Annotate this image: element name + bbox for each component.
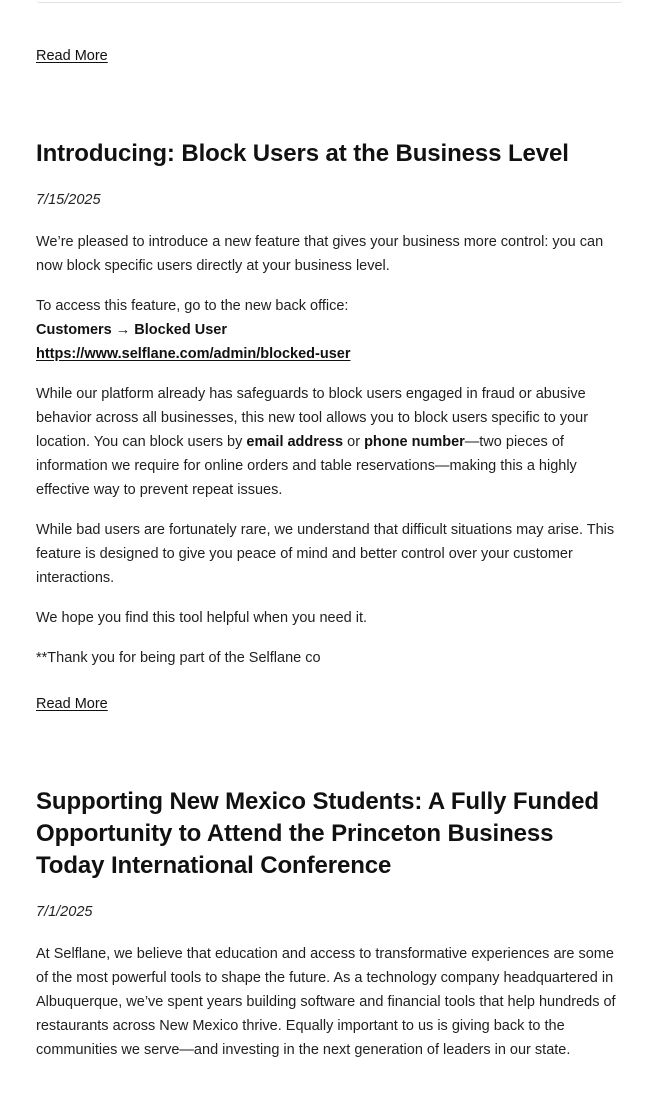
post-paragraph (36, 382, 621, 502)
post-date: 7/1/2025 (36, 904, 93, 920)
post-paragraph: We’re pleased to introduce a new feature that gives your business more control: you can now block specific users directly at your business level. (36, 234, 604, 274)
paragraph-text: or (343, 434, 365, 450)
post-paragraph: We hope you find this tool helpful when you need it. (36, 610, 368, 626)
phone-number-emphasis: phone number (364, 434, 465, 450)
back-office-path: Customers → Blocked User (36, 322, 227, 338)
blog-post (36, 786, 621, 1062)
previous-post-card-edge (36, 0, 623, 3)
paragraph-text: —two pieces of information we require for online orders and table reservations—making this a highly effective way to prevent repeat issues. (36, 434, 577, 498)
post-title[interactable]: Supporting New Mexico Students: A Fully Funded Opportunity to Attend the Princeton Business Today International Conference (36, 788, 599, 879)
post-paragraph-access (36, 294, 621, 366)
blocked-user-link[interactable]: https://www.selflane.com/admin/blocked-user (36, 346, 351, 362)
post-date: 7/15/2025 (36, 192, 101, 208)
read-more-link[interactable]: Read More (36, 696, 108, 712)
read-more-link[interactable]: Read More (36, 48, 108, 64)
blog-post (36, 138, 621, 670)
post-paragraph-truncated: **Thank you for being part of the Selflane co (36, 650, 321, 666)
post-paragraph: At Selflane, we believe that education and access to transformative experiences are some of the most powerful tools to shape the future. As a technology company headquartered in Albuquerque, we’ve spent years building software and financial tools that help hundreds of restaurants across New Mexico thrive. Equally important to us is giving back to the communities we serve—and investing in the next generation of leaders in our state. (36, 946, 616, 1058)
post-paragraph: While bad users are fortunately rare, we understand that difficult situations may arise. This feature is designed to give you peace of mind and better control over your customer interactions. (36, 522, 615, 586)
paragraph-text: While our platform already has safeguards to block users engaged in fraud or abusive behavior across all businesses, this new tool allows you to block users specific to your location. You can block users by (36, 386, 589, 450)
access-intro-text: To access this feature, go to the new back office: (36, 298, 349, 314)
email-address-emphasis: email address (246, 434, 344, 450)
post-title[interactable]: Introducing: Block Users at the Business Level (36, 140, 569, 167)
